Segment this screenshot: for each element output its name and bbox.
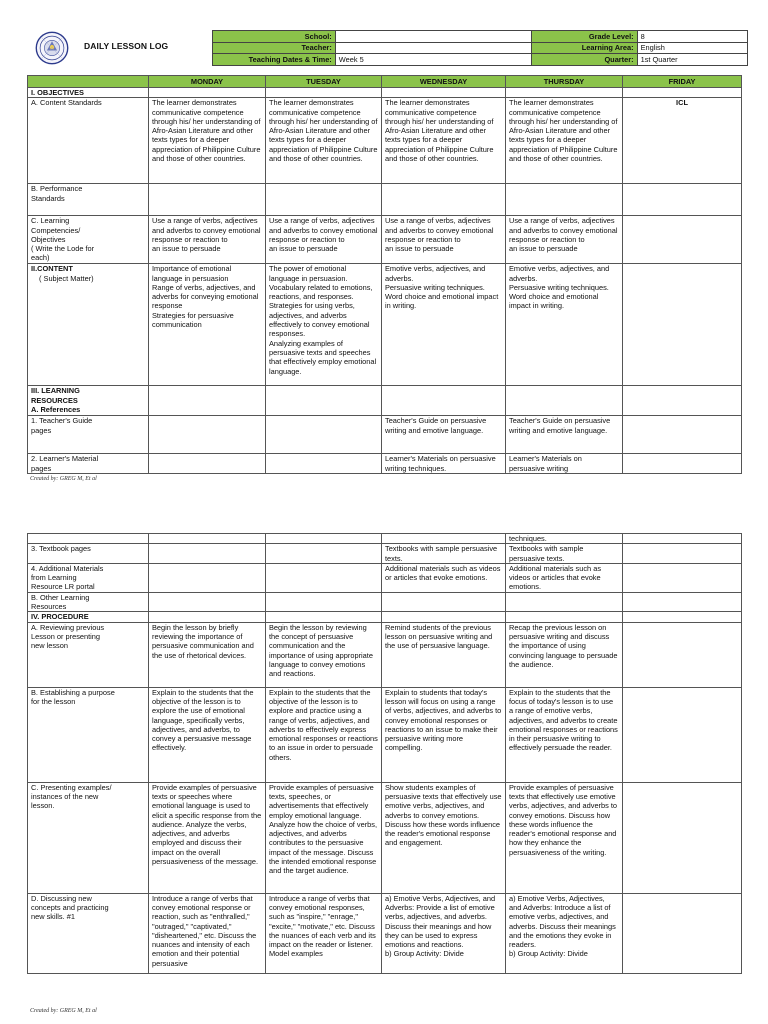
table-row: [28, 216, 742, 264]
discussing-monday: Introduce a range of verbs that convey emotional response or reaction, such as "enthralled," "outraged," "captivated," "disheartened," etc. Discuss the nuances and intensity of each emotion and their potential persuasive: [149, 893, 266, 973]
content-standards-monday: The learner demonstrates communicative competence through his/ her understanding of Afro-Asian Literature and other texts types for a deeper appreciation of Philippine Culture and those of other countries.: [149, 98, 266, 184]
discussing-thursday: a) Emotive Verbs, Adjectives, and Adverbs: Introduce a list of emotive verbs, adjectives, and adverbs. Discuss their meanings and the emotions they evoke in readers. b) Group Activity: Divide: [506, 893, 623, 973]
lesson-log-page-1: [0, 0, 768, 500]
textbook-thursday: Textbooks with sample persuasive texts.: [506, 544, 623, 564]
content-wednesday: Emotive verbs, adjectives, and adverbs. Persuasive writing techniques. Word choice and emotional impact in writing.: [382, 264, 506, 386]
content-standards-wednesday: The learner demonstrates communicative competence through his/ her understanding of Afro-Asian Literature and other texts types for a deeper appreciation of Philippine Culture and those of other countries.: [382, 98, 506, 184]
table-row: [28, 264, 742, 386]
table-row: [28, 893, 742, 973]
teacher-value: [335, 42, 532, 54]
content-label: II.CONTENT: [31, 264, 73, 274]
table-row: [28, 454, 742, 474]
credit-note: Created by: GREG M, Et al: [30, 1008, 97, 1014]
discussing-tuesday: Introduce a range of verbs that convey emotional responses, such as "inspire," "enrage," "excite," "motivate," etc. Discuss the nuances of each verb and its impact on the reader or listener. Model examples: [266, 893, 382, 973]
reviewing-wednesday: Remind students of the previous lesson on persuasive writing and the use of persuasive language.: [382, 622, 506, 687]
reviewing-label: A. Reviewing previous Lesson or presenting new lesson: [28, 622, 149, 687]
teaching-dates-label: Teaching Dates & Time:: [213, 54, 336, 66]
content-monday: Importance of emotional language in persuasion Range of verbs, adjectives, and adverbs for conveying emotional response Strategies for persuasive communication: [149, 264, 266, 386]
quarter-value: 1st Quarter: [637, 54, 747, 66]
purpose-wednesday: Explain to students that today's lesson will focus on using a range of verbs, adjectives, and adverbs to convey emotional responses or reactions to an issue to make their persuasive writing more compelling.: [382, 687, 506, 782]
objectives-heading: I. OBJECTIVES: [28, 88, 149, 98]
lesson-table-page-1: [27, 75, 742, 474]
purpose-label: B. Establishing a purpose for the lesson: [28, 687, 149, 782]
quarter-label: Quarter:: [532, 54, 637, 66]
purpose-tuesday: Explain to the students that the objective of the lesson is to explore and practice using a range of verbs, adjectives, and adverbs to effectively express emotional responses or reactions to an issue in order to persuade others.: [266, 687, 382, 782]
presenting-thursday: Provide examples of persuasive texts that effectively use emotive verbs, adjectives, and adverbs to convey emotions. Discuss how these words influence the reader's emotional response and how they enhance the persuasiveness of the writing.: [506, 782, 623, 893]
table-row: [28, 592, 742, 612]
presenting-label: C. Presenting examples/ instances of the new lesson.: [28, 782, 149, 893]
learning-resources-label: III. LEARNING RESOURCES A. References: [28, 386, 149, 416]
learning-area-label: Learning Area:: [532, 42, 637, 54]
reviewing-thursday: Recap the previous lesson on persuasive writing and discuss the importance of using convincing language to persuade the audience.: [506, 622, 623, 687]
additional-materials-label: 4. Additional Materials from Learning Resource LR portal: [28, 563, 149, 592]
table-row: [28, 534, 742, 544]
grade-level-label: Grade Level:: [532, 31, 637, 43]
teachers-guide-wednesday: Teacher's Guide on persuasive writing and emotive language.: [382, 416, 506, 454]
learners-material-label: 2. Learner's Material pages: [28, 454, 149, 474]
reviewing-monday: Begin the lesson by briefly reviewing the importance of persuasive communication and the use of rhetorical devices.: [149, 622, 266, 687]
lesson-log-page-2: [0, 518, 768, 1024]
other-resources-label: B. Other Learning Resources: [28, 592, 149, 612]
day-header-thursday: THURSDAY: [506, 76, 623, 88]
teachers-guide-label: 1. Teacher's Guide pages: [28, 416, 149, 454]
purpose-monday: Explain to the students that the objective of the lesson is to explore the use of emotional language, specifically verbs, adjectives, and adverbs, to convey a persuasive message effectively.: [149, 687, 266, 782]
performance-standards-label: B. Performance Standards: [28, 184, 149, 216]
table-row: [28, 416, 742, 454]
table-row: [28, 88, 742, 98]
competencies-tuesday: Use a range of verbs, adjectives and adverbs to convey emotional response or reaction to an issue to persuade: [266, 216, 382, 264]
day-header-row: [28, 76, 742, 88]
header-info-table: [212, 30, 748, 66]
day-header-monday: MONDAY: [149, 76, 266, 88]
competencies-label: C. Learning Competencies/ Objectives ( Write the Lode for each): [28, 216, 149, 264]
school-label: School:: [213, 31, 336, 43]
school-value: [335, 31, 532, 43]
content-label-cell: [28, 264, 149, 386]
discussing-label: D. Discussing new concepts and practicing new skills. #1: [28, 893, 149, 973]
teaching-dates-value: Week 5: [335, 54, 532, 66]
procedure-heading: IV. PROCEDURE: [28, 612, 149, 622]
content-standards-label: A. Content Standards: [28, 98, 149, 184]
day-header-blank: [28, 76, 149, 88]
discussing-wednesday: a) Emotive Verbs, Adjectives, and Adverbs: Provide a list of emotive verbs, adjectives, and adverbs. Discuss their meanings and how they can be used to express emotions and reactions. b) Group Activity: Divide: [382, 893, 506, 973]
teachers-guide-thursday: Teacher's Guide on persuasive writing and emotive language.: [506, 416, 623, 454]
day-header-friday: FRIDAY: [623, 76, 742, 88]
grade-level-value: 8: [637, 31, 747, 43]
deped-seal-logo: [35, 31, 69, 65]
table-row: [28, 563, 742, 592]
page-title: DAILY LESSON LOG: [84, 41, 169, 51]
carry-over-thursday: techniques.: [506, 534, 623, 544]
competencies-thursday: Use a range of verbs, adjectives and adverbs to convey emotional response or reaction to an issue to persuade: [506, 216, 623, 264]
credit-note: Created by: GREG M, Et al: [30, 476, 97, 482]
content-sublabel: ( Subject Matter): [39, 273, 94, 283]
teacher-label: Teacher:: [213, 42, 336, 54]
day-header-wednesday: WEDNESDAY: [382, 76, 506, 88]
table-row: [28, 622, 742, 687]
learners-material-thursday: Learner's Materials on persuasive writing: [506, 454, 623, 474]
content-standards-thursday: The learner demonstrates communicative competence through his/ her understanding of Afro-Asian Literature and other texts types for a deeper appreciation of Philippine Culture and those of other countries.: [506, 98, 623, 184]
day-header-tuesday: TUESDAY: [266, 76, 382, 88]
lesson-table-page-2: [27, 533, 742, 974]
table-row: [28, 612, 742, 622]
textbook-label: 3. Textbook pages: [28, 544, 149, 564]
presenting-tuesday: Provide examples of persuasive texts, speeches, or advertisements that effectively employ emotional language. Analyze how the choice of verbs, adjectives, and adverbs contributes to the persuasive impact of the message. Discuss the intended emotional response and the target audience.: [266, 782, 382, 893]
table-row: [28, 544, 742, 564]
textbook-wednesday: Textbooks with sample persuasive texts.: [382, 544, 506, 564]
presenting-monday: Provide examples of persuasive texts or speeches where emotional language is used to elicit a specific response from the audience. Analyze the verbs, adjectives, and adverbs employed and discuss their impact on the overall persuasiveness of the message.: [149, 782, 266, 893]
additional-materials-wednesday: Additional materials such as videos or articles that evoke emotions.: [382, 563, 506, 592]
content-thursday: Emotive verbs, adjectives, and adverbs. Persuasive writing techniques. Word choice and emotional impact in writing.: [506, 264, 623, 386]
learners-material-wednesday: Learner's Materials on persuasive writing techniques.: [382, 454, 506, 474]
competencies-monday: Use a range of verbs, adjectives and adverbs to convey emotional response or reaction to an issue to persuade: [149, 216, 266, 264]
table-row: [28, 386, 742, 416]
purpose-thursday: Explain to the students that the focus of today's lesson is to use a range of emotive verbs, adjectives, and adverbs to create emotional responses or reactions in their persuasive writing to effectively persuade the reader.: [506, 687, 623, 782]
reviewing-tuesday: Begin the lesson by reviewing the concept of persuasive communication and the importance of using appropriate language to convey emotions and reactions.: [266, 622, 382, 687]
table-row: [28, 687, 742, 782]
content-standards-friday: ICL: [623, 98, 742, 184]
additional-materials-thursday: Additional materials such as videos or articles that evoke emotions.: [506, 563, 623, 592]
table-row: [28, 184, 742, 216]
competencies-wednesday: Use a range of verbs, adjectives and adverbs to convey emotional response or reaction to an issue to persuade: [382, 216, 506, 264]
learning-area-value: English: [637, 42, 747, 54]
content-tuesday: The power of emotional language in persuasion. Vocabulary related to emotions, reactions, and responses. Strategies for using verbs, adjectives, and adverbs effectively to convey emotional responses. Analyzing examples of persuasive texts and speeches that effectively employ emotional language.: [266, 264, 382, 386]
content-standards-tuesday: The learner demonstrates communicative competence through his/ her understanding of Afro-Asian Literature and other texts types for a deeper appreciation of Philippine Culture and those of other countries.: [266, 98, 382, 184]
table-row: [28, 98, 742, 184]
table-row: [28, 782, 742, 893]
presenting-wednesday: Show students examples of persuasive texts that effectively use emotive verbs, adjectives, and adverbs to convey emotions. Discuss how these words influence the reader's emotional response and engagement.: [382, 782, 506, 893]
header: [27, 30, 748, 66]
